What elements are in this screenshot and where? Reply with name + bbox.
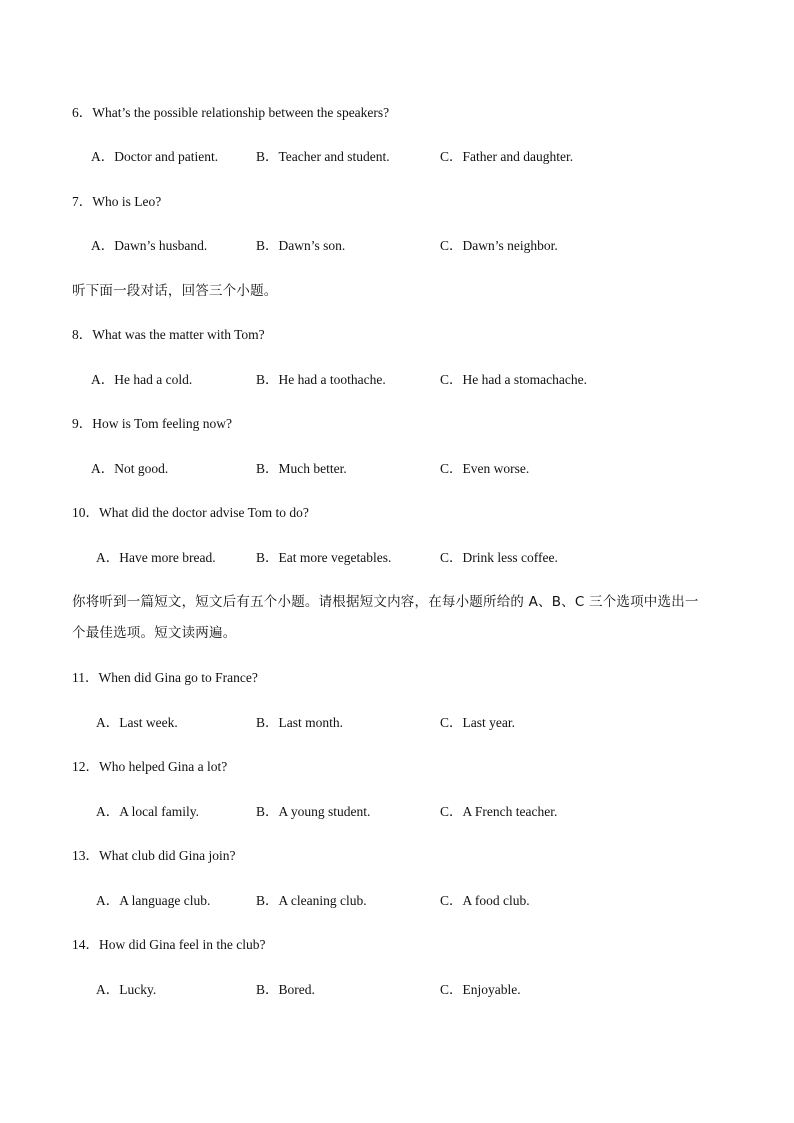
question-text: Who helped Gina a lot?: [99, 759, 228, 774]
option-c[interactable]: C．A food club.: [440, 893, 530, 908]
option-a[interactable]: A．He had a cold.: [91, 372, 193, 387]
option-b[interactable]: B．Bored.: [256, 982, 315, 997]
question-text: What was the matter with Tom?: [92, 327, 265, 342]
question-9: [72, 415, 232, 433]
option-c[interactable]: C．He had a stomachache.: [440, 372, 587, 387]
option-c[interactable]: C．Drink less coffee.: [440, 550, 558, 565]
question-number: 13．: [72, 848, 99, 863]
question-number: 14．: [72, 937, 99, 952]
option-b[interactable]: B．Teacher and student.: [256, 149, 390, 164]
option-c[interactable]: C．Dawn’s neighbor.: [440, 238, 558, 253]
option-a[interactable]: A．Dawn’s husband.: [91, 238, 208, 253]
option-c[interactable]: C．Father and daughter.: [440, 149, 574, 164]
option-b[interactable]: B．A young student.: [256, 804, 371, 819]
question-14: [72, 936, 265, 954]
option-c[interactable]: C．Last year.: [440, 715, 515, 730]
question-8: [72, 326, 265, 344]
question-text: Who is Leo?: [92, 194, 162, 209]
question-7: [72, 193, 161, 211]
option-b[interactable]: B．Eat more vegetables.: [256, 550, 392, 565]
option-b[interactable]: B．Dawn’s son.: [256, 238, 346, 253]
question-number: 10．: [72, 505, 99, 520]
option-c[interactable]: C．Even worse.: [440, 461, 530, 476]
section-instruction-line-2: 个最佳选项。短文读两遍。: [72, 625, 237, 641]
question-text: How is Tom feeling now?: [92, 416, 233, 431]
option-a[interactable]: A．A language club.: [96, 893, 211, 908]
question-6: [72, 104, 389, 122]
section-instruction: 听下面一段对话，回答三个小题。: [72, 283, 278, 299]
option-b[interactable]: B．He had a toothache.: [256, 372, 386, 387]
section-instruction-line-1: 你将听到一篇短文，短文后有五个小题。请根据短文内容，在每小题所给的 A、B、C 三个选项中选出一: [72, 594, 699, 610]
question-number: 12．: [72, 759, 99, 774]
question-text: What club did Gina join?: [99, 848, 236, 863]
question-text: How did Gina feel in the club?: [99, 937, 266, 952]
option-b[interactable]: B．A cleaning club.: [256, 893, 367, 908]
option-b[interactable]: B．Much better.: [256, 461, 347, 476]
question-10: [72, 504, 309, 522]
question-text: What’s the possible relationship between the speakers?: [92, 105, 390, 120]
option-c[interactable]: C．A French teacher.: [440, 804, 558, 819]
option-b[interactable]: B．Last month.: [256, 715, 343, 730]
option-a[interactable]: A．Doctor and patient.: [91, 149, 219, 164]
option-a[interactable]: A．A local family.: [96, 804, 199, 819]
question-text: When did Gina go to France?: [98, 670, 258, 685]
option-c[interactable]: C．Enjoyable.: [440, 982, 521, 997]
question-number: 6．: [72, 105, 93, 120]
question-number: 9．: [72, 416, 93, 431]
question-12: [72, 758, 227, 776]
question-number: 11．: [72, 670, 99, 685]
option-a[interactable]: A．Not good.: [91, 461, 169, 476]
option-a[interactable]: A．Have more bread.: [96, 550, 216, 565]
question-11: [72, 669, 258, 687]
option-a[interactable]: A．Last week.: [96, 715, 178, 730]
question-text: What did the doctor advise Tom to do?: [99, 505, 309, 520]
question-number: 7．: [72, 194, 93, 209]
question-13: [72, 847, 235, 865]
question-number: 8．: [72, 327, 93, 342]
option-a[interactable]: A．Lucky.: [96, 982, 157, 997]
